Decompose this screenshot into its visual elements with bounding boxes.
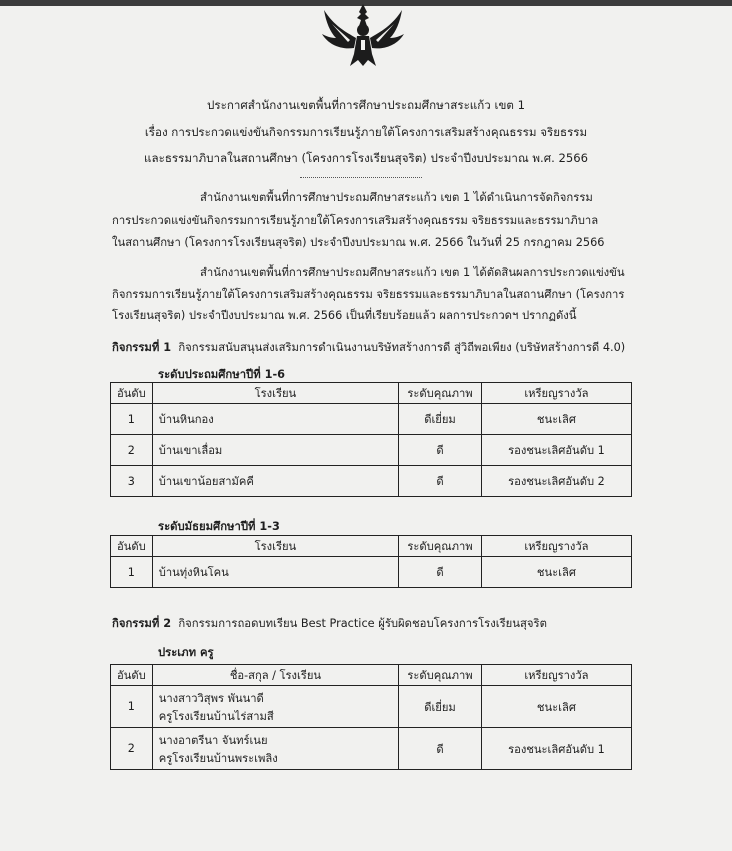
- table-row: [111, 728, 632, 770]
- activity-1-label: กิจกรรมที่ 1: [112, 341, 172, 354]
- header-quality: ระดับคุณภาพ: [399, 536, 482, 557]
- table-header-row: [111, 383, 632, 404]
- rank-cell: 2: [111, 728, 153, 770]
- announcement-title: ประกาศสำนักงานเขตพื้นที่การศึกษาประถมศึกษาสระแก้ว เขต 1: [207, 98, 525, 112]
- award-cell: รองชนะเลิศอันดับ 1: [481, 728, 631, 770]
- header-rank: อันดับ: [111, 383, 153, 404]
- teacher-name: นางอาตรีนา จันทร์เนย: [158, 733, 268, 747]
- teacher-school: ครูโรงเรียนบ้านพระเพลิง: [158, 751, 278, 765]
- table-header-row: [111, 665, 632, 686]
- activity-1-heading: [112, 338, 625, 356]
- rank-cell: 1: [111, 686, 153, 728]
- activity-2-title: กิจกรรมการถอดบทเรียน Best Practice ผู้รับผิดชอบโครงการโรงเรียนสุจริต: [178, 617, 547, 630]
- award-cell: ชนะเลิศ: [481, 557, 631, 588]
- quality-cell: ดี: [399, 728, 482, 770]
- activity-2-heading: [112, 614, 547, 632]
- teacher-school: ครูโรงเรียนบ้านไร่สามสี: [158, 709, 274, 723]
- header-quality: ระดับคุณภาพ: [399, 665, 482, 686]
- name-school-cell: [152, 686, 398, 728]
- header-award: เหรียญรางวัล: [481, 665, 631, 686]
- header-school: โรงเรียน: [152, 383, 398, 404]
- award-cell: รองชนะเลิศอันดับ 2: [481, 466, 631, 497]
- quality-cell: ดีเยี่ยม: [399, 404, 482, 435]
- activity-2-label: กิจกรรมที่ 2: [112, 617, 172, 630]
- table-row: [111, 435, 632, 466]
- table-row: [111, 404, 632, 435]
- header-rank: อันดับ: [111, 665, 153, 686]
- announcement-subject-cont: และธรรมาภิบาลในสถานศึกษา (โครงการโรงเรียนสุจริต) ประจำปีงบประมาณ พ.ศ. 2566: [144, 151, 588, 165]
- rank-cell: 2: [111, 435, 153, 466]
- paragraph-1-line: ในสถานศึกษา (โครงการโรงเรียนสุจริต) ประจำปีงบประมาณ พ.ศ. 2566 ในวันที่ 25 กรกฎาคม 2566: [112, 236, 605, 249]
- table-row: [111, 557, 632, 588]
- paragraph-2-line: กิจกรรมการเรียนรู้ภายใต้โครงการเสริมสร้างคุณธรรม จริยธรรมและธรรมาภิบาลในสถานศึกษา (โครงการ: [112, 288, 625, 301]
- garuda-emblem-icon: [320, 2, 406, 68]
- paragraph-1-line: การประกวดแข่งขันกิจกรรมการเรียนรู้ภายใต้โครงการเสริมสร้างคุณธรรม จริยธรรมและธรรมาภิบาล: [112, 214, 599, 227]
- header-award: เหรียญรางวัล: [481, 536, 631, 557]
- level-secondary-heading: ระดับมัธยมศึกษาปีที่ 1-3: [158, 520, 280, 533]
- paragraph-1-line: สำนักงานเขตพื้นที่การศึกษาประถมศึกษาสระแก้ว เขต 1 ได้ดำเนินการจัดกิจกรรม: [200, 191, 593, 204]
- activity-1-title: กิจกรรมสนับสนุนส่งเสริมการดำเนินงานบริษัทสร้างการดี สู่วิถีพอเพียง (บริษัทสร้างการดี 4.0): [178, 341, 626, 354]
- award-cell: รองชนะเลิศอันดับ 1: [481, 435, 631, 466]
- header-rank: อันดับ: [111, 536, 153, 557]
- primary-results-table: [110, 382, 632, 497]
- table-row: [111, 466, 632, 497]
- category-teacher-heading: ประเภท ครู: [158, 646, 214, 659]
- paragraph-2-line: สำนักงานเขตพื้นที่การศึกษาประถมศึกษาสระแก้ว เขต 1 ได้ตัดสินผลการประกวดแข่งขัน: [200, 266, 625, 279]
- award-cell: ชนะเลิศ: [481, 404, 631, 435]
- table-header-row: [111, 536, 632, 557]
- award-cell: ชนะเลิศ: [481, 686, 631, 728]
- teacher-results-table: [110, 664, 632, 770]
- quality-cell: ดี: [399, 466, 482, 497]
- secondary-results-table: [110, 535, 632, 588]
- school-cell: บ้านเขาน้อยสามัคคี: [152, 466, 398, 497]
- dotted-separator: [300, 177, 422, 178]
- rank-cell: 1: [111, 557, 153, 588]
- rank-cell: 1: [111, 404, 153, 435]
- table-row: [111, 686, 632, 728]
- rank-cell: 3: [111, 466, 153, 497]
- school-cell: บ้านทุ่งหินโคน: [152, 557, 398, 588]
- school-cell: บ้านหินกอง: [152, 404, 398, 435]
- header-quality: ระดับคุณภาพ: [399, 383, 482, 404]
- level-primary-heading: ระดับประถมศึกษาปีที่ 1-6: [158, 368, 285, 381]
- quality-cell: ดีเยี่ยม: [399, 686, 482, 728]
- announcement-subject: เรื่อง การประกวดแข่งขันกิจกรรมการเรียนรู้ภายใต้โครงการเสริมสร้างคุณธรรม จริยธรรม: [144, 125, 588, 139]
- school-cell: บ้านเขาเลื่อม: [152, 435, 398, 466]
- teacher-name: นางสาววิสุพร พันนาดี: [158, 691, 264, 705]
- header-name-school: ชื่อ-สกุล / โรงเรียน: [152, 665, 398, 686]
- quality-cell: ดี: [399, 557, 482, 588]
- name-school-cell: [152, 728, 398, 770]
- header-school: โรงเรียน: [152, 536, 398, 557]
- quality-cell: ดี: [399, 435, 482, 466]
- paragraph-2-line: โรงเรียนสุจริต) ประจำปีงบประมาณ พ.ศ. 2566 เป็นที่เรียบร้อยแล้ว ผลการประกวดฯ ปรากฏดังนี้: [112, 309, 577, 322]
- header-award: เหรียญรางวัล: [481, 383, 631, 404]
